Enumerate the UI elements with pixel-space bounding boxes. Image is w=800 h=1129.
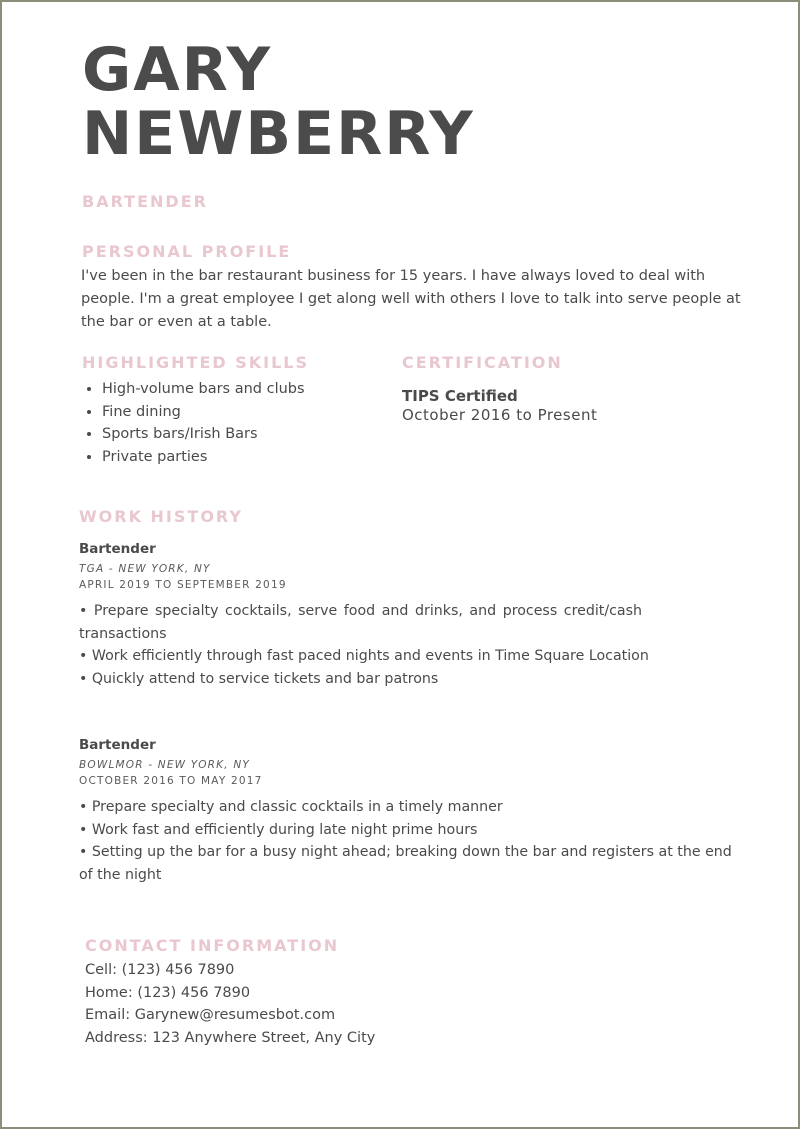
contact-home: Home: (123) 456 7890	[85, 984, 251, 1001]
job-title: Bartender	[79, 737, 156, 753]
job-bullet: • Prepare specialty cocktails, serve food and drinks, and process credit/cash transactions	[79, 603, 642, 642]
contact-address: Address: 123 Anywhere Street, Any City	[85, 1029, 376, 1046]
contact-email: Email: Garynew@resumesbot.com	[85, 1007, 336, 1023]
job-bullets	[79, 600, 744, 690]
last-name: NEWBERRY	[82, 99, 475, 169]
profile-text: I've been in the bar restaurant business for 15 years. I have always loved to deal with people. I'm a great employee I get along well with others I love to talk into serve people at the bar or even at a table.	[81, 268, 741, 330]
skills-list	[82, 378, 305, 468]
job-title: Bartender	[79, 541, 156, 557]
job-company: TGA - NEW YORK, NY	[79, 563, 211, 575]
job-bullet: • Prepare specialty and classic cocktails in a timely manner	[79, 799, 503, 815]
certification-dates: October 2016 to Present	[402, 406, 598, 424]
job-dates: APRIL 2019 TO SEPTEMBER 2019	[79, 579, 287, 591]
contact-info	[85, 959, 375, 1049]
job-bullet: • Setting up the bar for a busy night ahead; breaking down the bar and registers at the end of the night	[79, 844, 732, 883]
job-dates: OCTOBER 2016 TO MAY 2017	[79, 775, 263, 787]
job-title-heading: BARTENDER	[82, 192, 208, 211]
skill-item: • Fine dining	[102, 401, 305, 424]
first-name: GARY	[82, 35, 273, 105]
skills-heading: HIGHLIGHTED SKILLS	[82, 353, 310, 372]
certification-heading: CERTIFICATION	[402, 353, 563, 372]
profile-heading: PERSONAL PROFILE	[82, 242, 292, 261]
skill-item: • High-volume bars and clubs	[102, 378, 305, 401]
certification-name: TIPS Certified	[402, 387, 518, 405]
skill-item: • Sports bars/Irish Bars	[102, 423, 305, 446]
job-bullet: • Work efficiently through fast paced nights and events in Time Square Location	[79, 648, 649, 664]
contact-cell: Cell: (123) 456 7890	[85, 962, 235, 978]
contact-heading: CONTACT INFORMATION	[85, 936, 340, 955]
skill-item: • Private parties	[102, 446, 305, 469]
job-bullets	[79, 796, 744, 886]
work-history-heading: WORK HISTORY	[79, 507, 243, 526]
candidate-name	[82, 35, 475, 169]
job-bullet: • Work fast and efficiently during late night prime hours	[79, 821, 478, 838]
job-company: BOWLMOR - NEW YORK, NY	[79, 759, 251, 771]
job-bullet: • Quickly attend to service tickets and bar patrons	[79, 670, 439, 687]
